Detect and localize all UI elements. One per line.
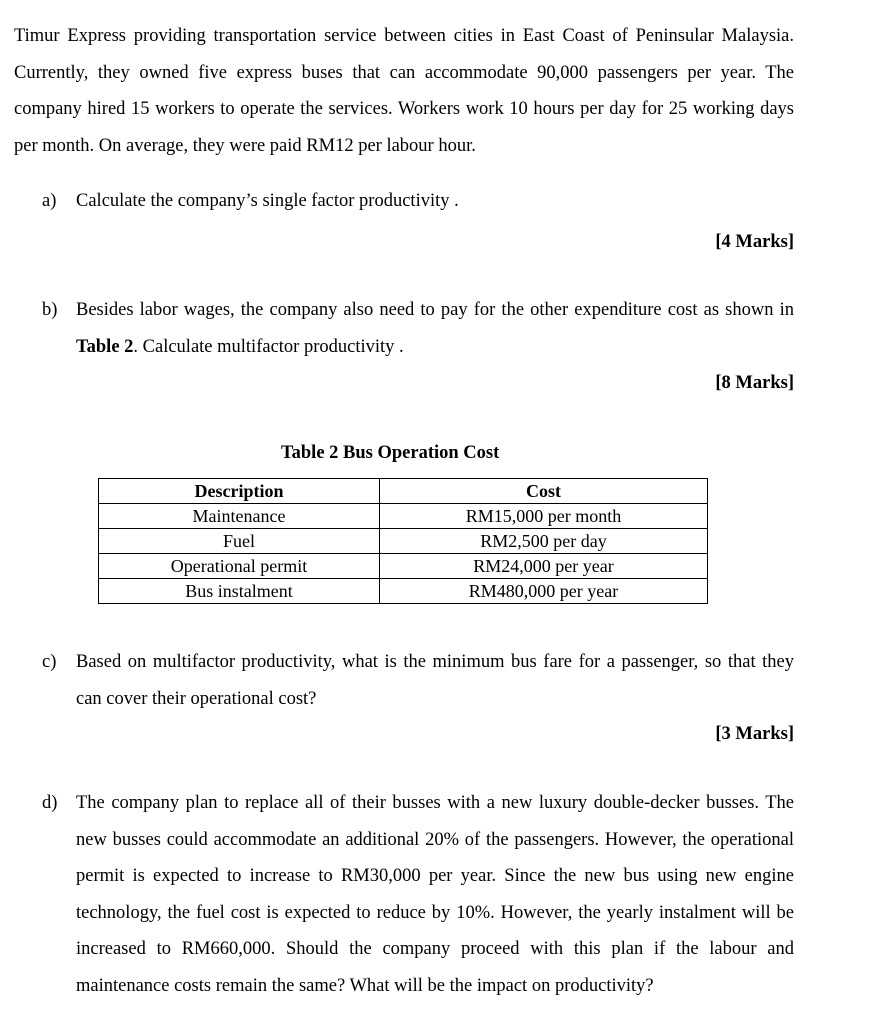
- table-cell-description: Fuel: [99, 529, 380, 554]
- question-c-label: c): [42, 652, 57, 672]
- question-c: [42, 644, 794, 717]
- question-a-text: Calculate the company’s single factor productivity .: [76, 191, 459, 211]
- table-caption-wrap: [100, 441, 707, 465]
- table-row: [99, 529, 708, 554]
- table-cell-description: Maintenance: [99, 504, 380, 529]
- table-cell-description: Bus instalment: [99, 579, 380, 604]
- question-d-text: The company plan to replace all of their busses with a new luxury double-decker busses. The new busses could accommodate an additional 20% of the passengers. However, the operational permit is expected to increase to RM30,000 per year. Since the new bus using new engine technology, the fuel cost is expected to reduce by 10%. However, the yearly instalment will be increased to RM660,000. Should the company proceed with this plan if the labour and maintenance costs remain the same? What will be the impact on productivity?: [76, 793, 794, 996]
- table-header-cost: Cost: [380, 479, 708, 504]
- question-a-marks: [4 Marks]: [715, 232, 794, 252]
- question-c-text: Based on multifactor productivity, what is the minimum bus fare for a passenger, so that they can cover their operational cost?: [76, 652, 794, 709]
- question-d-label: d): [42, 793, 58, 813]
- table-row: [99, 579, 708, 604]
- table-cell-cost: RM24,000 per year: [380, 554, 708, 579]
- table-reference: Table 2: [76, 336, 134, 357]
- table-header-row: [99, 479, 708, 504]
- table-row: [99, 504, 708, 529]
- question-a: [42, 183, 794, 220]
- table-cell-description: Operational permit: [99, 554, 380, 579]
- question-b-text-after: . Calculate multifactor productivity .: [133, 336, 404, 357]
- question-b: [42, 292, 794, 365]
- question-b-marks: [8 Marks]: [715, 373, 794, 393]
- question-b-text-before: Besides labor wages, the company also need to pay for the other expenditure cost as shown in: [76, 300, 794, 320]
- table-row: [99, 554, 708, 579]
- question-b-text: [76, 292, 794, 365]
- table-caption: Table 2 Bus Operation Cost: [281, 443, 500, 463]
- intro-paragraph: Timur Express providing transportation service between cities in East Coast of Peninsular Malaysia. Currently, they owned five express buses that can accommodate 90,000 passengers per year. The company hired 15 workers to operate the services. Workers work 10 hours per day for 25 working days per month. On average, they were paid RM12 per labour hour.: [14, 26, 794, 156]
- table-cell-cost: RM15,000 per month: [380, 504, 708, 529]
- table-header-description: Description: [99, 479, 380, 504]
- question-a-label: a): [42, 191, 57, 211]
- question-d: [42, 785, 794, 1004]
- question-b-label: b): [42, 300, 58, 320]
- cost-table: [98, 478, 708, 604]
- table-cell-cost: RM480,000 per year: [380, 579, 708, 604]
- question-c-marks: [3 Marks]: [715, 724, 794, 744]
- table-cell-cost: RM2,500 per day: [380, 529, 708, 554]
